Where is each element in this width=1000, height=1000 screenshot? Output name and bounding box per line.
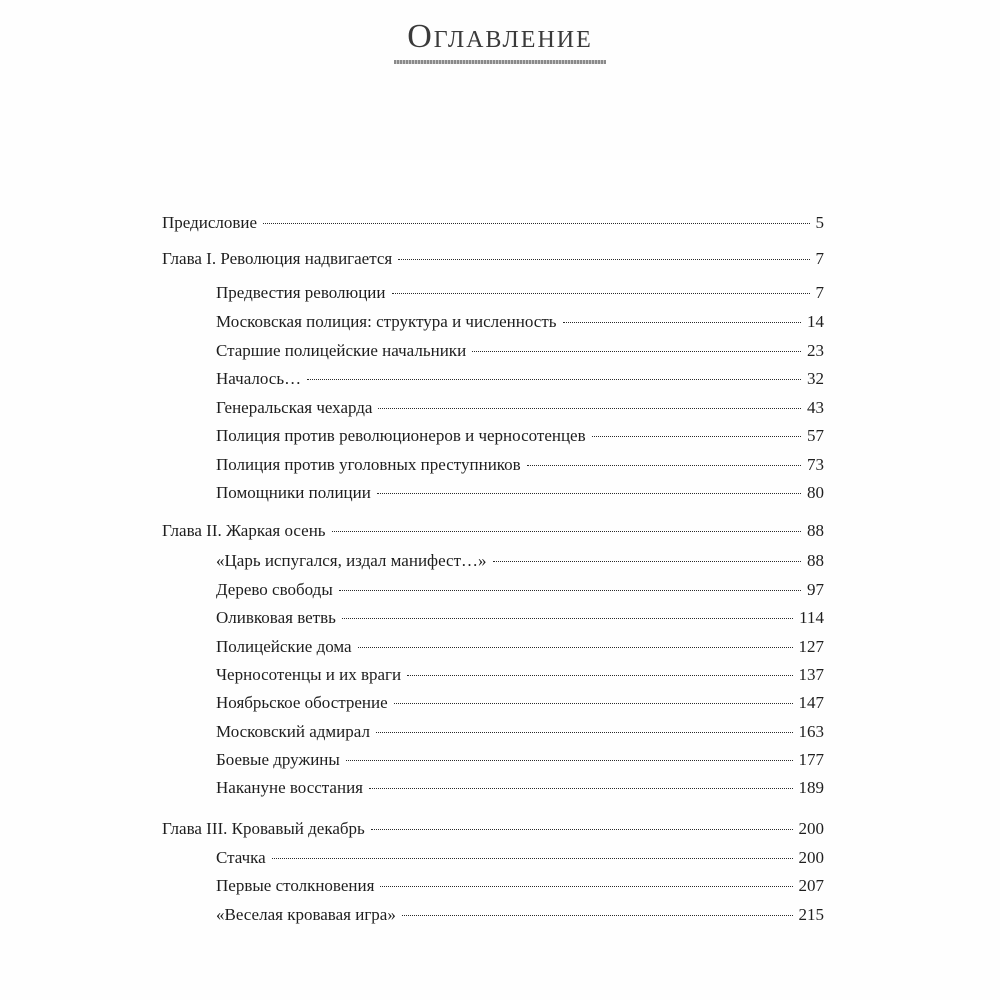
dot-leader: [358, 647, 793, 648]
toc-entry-title: Предвестия революции: [216, 283, 386, 302]
toc-entry-section[interactable]: [216, 309, 824, 335]
toc-entry-title: Черносотенцы и их враги: [216, 665, 402, 684]
toc-entry-title: Московский адмирал: [216, 722, 370, 741]
toc-entry-page: 200: [798, 848, 824, 867]
toc-entry-section[interactable]: [216, 719, 824, 745]
toc-entry-page: 80: [807, 483, 824, 502]
toc-entry-title: Старшие полицейские начальники: [216, 341, 467, 360]
toc-entry-title: Накануне восстания: [216, 778, 363, 797]
toc-entry-page: 200: [798, 819, 824, 838]
dot-leader: [263, 223, 809, 224]
toc-entry-page: 5: [815, 213, 824, 232]
toc-entry-page: 215: [798, 905, 824, 924]
toc-entry-page: 7: [815, 249, 824, 268]
toc-entry-section[interactable]: [216, 366, 824, 392]
toc-entry-section[interactable]: [216, 747, 824, 773]
toc-entry-title: Полиция против революционеров и черносотенцев: [216, 426, 586, 445]
toc-entry-title: Генеральская чехарда: [216, 398, 373, 417]
toc-entry-page: 177: [798, 750, 824, 769]
toc-entry-page: 97: [807, 580, 824, 599]
toc-entry-page: 207: [798, 876, 824, 895]
toc-entry-section[interactable]: [216, 395, 824, 421]
toc-entry-section[interactable]: [216, 634, 824, 660]
toc-entry-title: Первые столкновения: [216, 876, 375, 895]
toc-entry-section[interactable]: [216, 775, 824, 801]
toc-entry-page: 32: [807, 369, 824, 388]
toc-entry-section[interactable]: [216, 845, 824, 871]
toc-entry-section[interactable]: [216, 280, 824, 306]
toc-entry-title: Дерево свободы: [216, 580, 333, 599]
dot-leader: [527, 465, 801, 466]
toc-entry-title: Глава II. Жаркая осень: [162, 521, 326, 540]
toc-entry-page: 43: [807, 398, 824, 417]
toc-entry-title: «Царь испугался, издал манифест…»: [216, 551, 487, 570]
toc-entry-section[interactable]: [216, 873, 824, 899]
dot-leader: [407, 675, 792, 676]
toc-entry-section[interactable]: [216, 690, 824, 716]
toc-entry-page: 114: [799, 608, 824, 627]
dot-leader: [392, 293, 810, 294]
toc-entry-page: 147: [798, 693, 824, 712]
dot-leader: [402, 915, 793, 916]
toc-entry-page: 7: [815, 283, 824, 302]
toc-entry-page: 23: [807, 341, 824, 360]
dot-leader: [371, 829, 793, 830]
toc-entry-section[interactable]: [216, 338, 824, 364]
toc-entry-section[interactable]: [216, 577, 824, 603]
dot-leader: [272, 858, 793, 859]
dot-leader: [472, 351, 801, 352]
toc-entry-title: Глава I. Революция надвигается: [162, 249, 393, 268]
toc-entry-preface[interactable]: [162, 210, 824, 236]
toc-entry-title: Стачка: [216, 848, 266, 867]
toc-entry-section[interactable]: [216, 662, 824, 688]
toc-entry-title: Боевые дружины: [216, 750, 340, 769]
dot-leader: [592, 436, 801, 437]
dot-leader: [493, 561, 801, 562]
toc-entry-title: Оливковая ветвь: [216, 608, 336, 627]
toc-entry-title: «Веселая кровавая игра»: [216, 905, 396, 924]
toc-entry-title: Полиция против уголовных преступников: [216, 455, 521, 474]
toc-entry-section[interactable]: [216, 902, 824, 928]
dot-leader: [346, 760, 793, 761]
toc-entry-title: Помощники полиции: [216, 483, 371, 502]
dot-leader: [332, 531, 801, 532]
toc-entry-section[interactable]: [216, 423, 824, 449]
page-title: Оглавление: [407, 18, 593, 55]
toc-entry-page: 73: [807, 455, 824, 474]
toc-entry-title: Ноябрьское обострение: [216, 693, 388, 712]
dot-leader: [342, 618, 793, 619]
dot-leader: [394, 703, 793, 704]
toc-entry-title: Полицейские дома: [216, 637, 352, 656]
dot-leader: [563, 322, 802, 323]
toc-entry-title: Глава III. Кровавый декабрь: [162, 819, 365, 838]
toc-entry-section[interactable]: [216, 605, 824, 631]
dot-leader: [377, 493, 801, 494]
dot-leader: [307, 379, 801, 380]
dot-leader: [380, 886, 792, 887]
dot-leader: [369, 788, 793, 789]
toc-entry-title: Московская полиция: структура и численность: [216, 312, 557, 331]
toc-entry-title: Предисловие: [162, 213, 258, 232]
toc-entry-page: 88: [807, 521, 824, 540]
toc-entry-chapter-3[interactable]: [162, 816, 824, 842]
toc-entry-page: 189: [798, 778, 824, 797]
toc-entry-section[interactable]: [216, 452, 824, 478]
toc-entry-page: 137: [798, 665, 824, 684]
toc-entry-chapter-2[interactable]: [162, 518, 824, 544]
toc-entry-title: Началось…: [216, 369, 302, 388]
toc-entry-page: 57: [807, 426, 824, 445]
toc-entry-page: 88: [807, 551, 824, 570]
dot-leader: [376, 732, 793, 733]
toc-entry-page: 127: [798, 637, 824, 656]
toc-entry-page: 14: [807, 312, 824, 331]
toc-entry-chapter-1[interactable]: [162, 246, 824, 272]
toc-entry-section[interactable]: [216, 548, 824, 574]
dot-leader: [339, 590, 801, 591]
dot-leader: [398, 259, 809, 260]
toc-entry-page: 163: [798, 722, 824, 741]
toc-entry-section[interactable]: [216, 480, 824, 506]
dot-leader: [378, 408, 801, 409]
